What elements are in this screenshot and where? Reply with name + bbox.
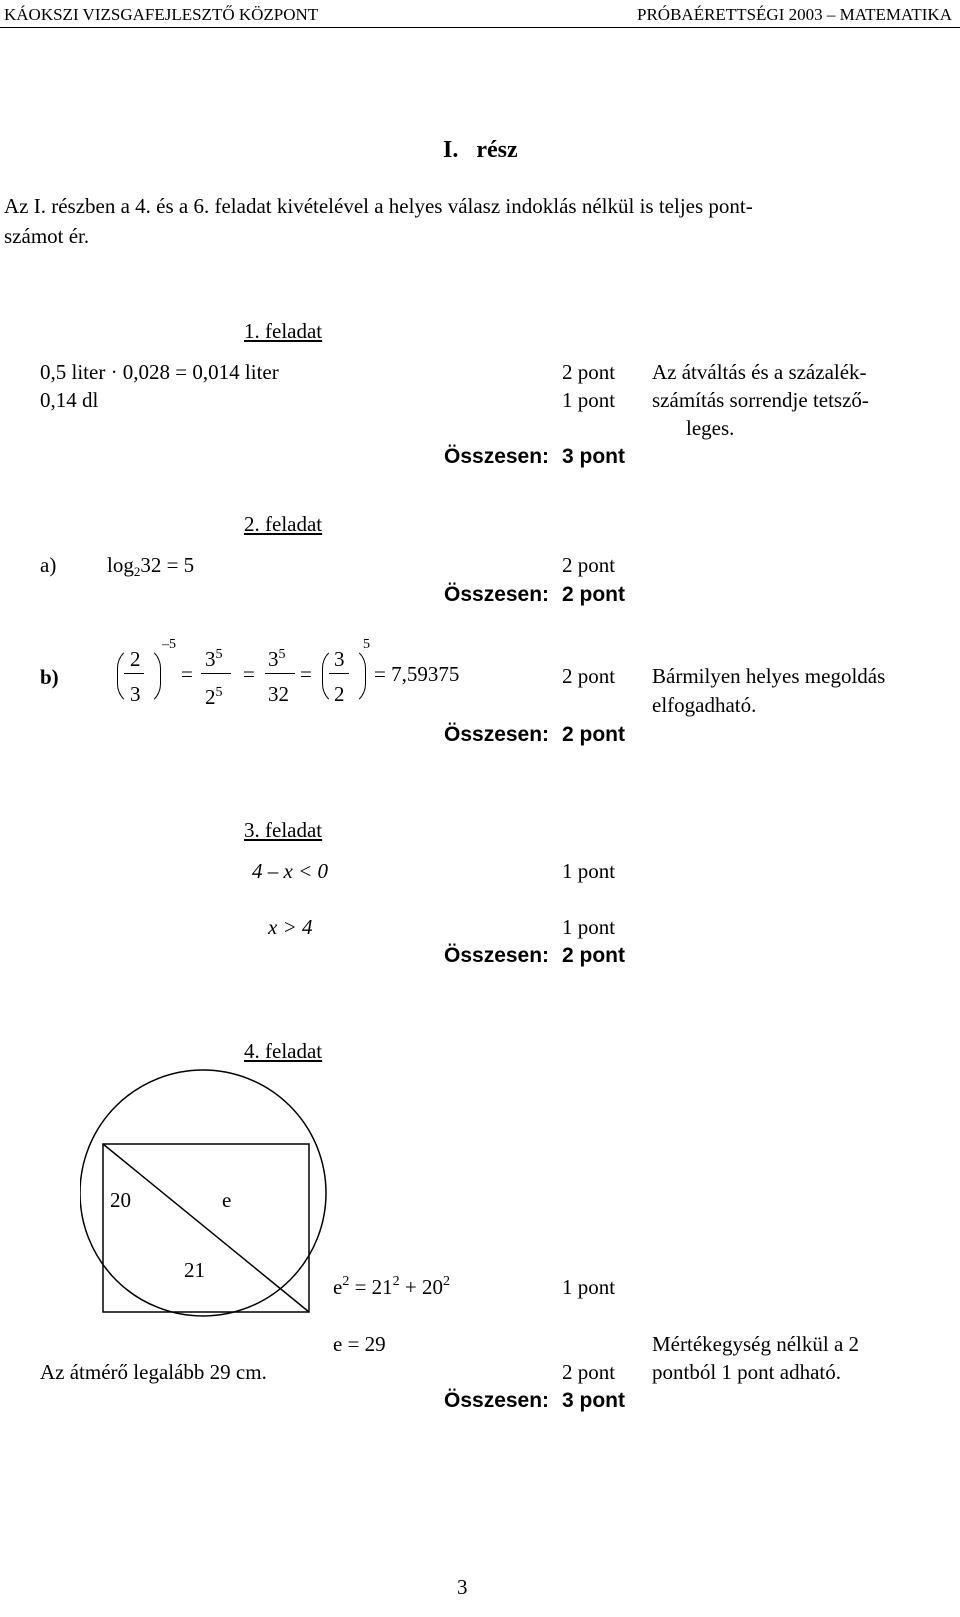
task3-title: 3. feladat: [244, 818, 323, 842]
task4-conclusion: Az átmérő legalább 29 cm.: [40, 1360, 267, 1384]
diagonal: [103, 1144, 309, 1312]
task3-row2: x > 4: [268, 915, 313, 939]
log-text: log: [107, 553, 134, 577]
task3-row1-points: 1 pont: [562, 859, 616, 883]
frac1-numerator: 2: [130, 647, 141, 671]
frac3-numerator: $3^5$: [268, 647, 286, 671]
label-diagonal-e: e: [222, 1188, 232, 1212]
result: = 7,59375: [374, 662, 460, 686]
header-right: PRÓBAÉRETTSÉGI 2003 – MATEMATIKA: [637, 5, 952, 24]
task4-eq2-points: 2 pont: [562, 1360, 616, 1384]
task2-title: 2. feladat: [244, 512, 323, 536]
header-rule: [0, 27, 960, 28]
label-side-20: 20: [110, 1188, 131, 1212]
frac2-line: [201, 673, 231, 674]
task2b-total-points: 2 pont: [562, 723, 625, 746]
task3-row2-points: 1 pont: [562, 915, 616, 939]
exponent-neg5: –5: [162, 637, 176, 652]
frac4-denominator: 2: [334, 682, 345, 706]
right-paren: [343, 646, 366, 706]
label-bottom-21: 21: [184, 1258, 205, 1282]
task4-total-label: Összesen:: [444, 1389, 550, 1412]
task4-equation2: e = 29: [333, 1332, 386, 1356]
page-number: 3: [457, 1575, 468, 1599]
log-base: 2: [133, 564, 141, 579]
task1-note-line3: leges.: [686, 416, 735, 440]
frac1-denominator: 3: [130, 682, 141, 706]
task2a-total-points: 2 pont: [562, 583, 625, 606]
task1-row1: 0,5 liter · 0,028 = 0,014 liter: [40, 360, 279, 384]
task1-total-label: Összesen:: [444, 445, 550, 468]
task4-eq1-points: 1 pont: [562, 1275, 616, 1299]
header-left: KÁOKSZI VIZSGAFEJLESZTŐ KÖZPONT: [4, 5, 319, 24]
task4-note-line1: Mértékegység nélkül a 2: [652, 1332, 860, 1356]
task3-total-points: 2 pont: [562, 944, 625, 967]
task4-total-points: 3 pont: [562, 1389, 625, 1412]
frac4-numerator: 3: [334, 647, 345, 671]
task4-equation1: $e^2 = 21^2 + 20^2$: [333, 1274, 451, 1299]
log-rest: 32 = 5: [140, 553, 195, 577]
task4-title: 4. feladat: [244, 1039, 323, 1063]
equals-sign: =: [243, 662, 255, 686]
task2b-label: b): [40, 665, 59, 689]
intro-line2: számot ér.: [4, 224, 90, 248]
frac2-numerator: $3^5$: [205, 647, 223, 671]
part-title: I. rész: [443, 137, 518, 163]
task2a-expression: [107, 553, 195, 579]
task2a-points: 2 pont: [562, 553, 616, 577]
task2b-note-line2: elfogadható.: [652, 693, 757, 717]
task3-total-label: Összesen:: [444, 944, 550, 967]
equals-sign: =: [300, 662, 312, 686]
task2a-total-label: Összesen:: [444, 583, 550, 606]
frac2-denominator: $2^5$: [205, 685, 223, 709]
frac3-line: [265, 673, 295, 674]
task1-row1-points: 2 pont: [562, 360, 616, 384]
intro-line1: Az I. részben a 4. és a 6. feladat kivételével a helyes válasz indoklás nélkül is teljes pont-: [4, 194, 753, 218]
task2a-label: a): [40, 553, 57, 577]
task2b-points: 2 pont: [562, 664, 616, 688]
task2b-note-line1: Bármilyen helyes megoldás: [652, 664, 886, 688]
task1-note-line2: számítás sorrendje tetsző-: [652, 388, 869, 412]
task1-row2-points: 1 pont: [562, 388, 616, 412]
task2b-total-label: Összesen:: [444, 723, 550, 746]
task1-note-line1: Az átváltás és a százalék-: [652, 360, 867, 384]
task1-title: 1. feladat: [244, 319, 323, 343]
equals-sign: =: [181, 662, 193, 686]
task3-row1: 4 – x < 0: [252, 859, 328, 883]
exponent-5: 5: [363, 637, 370, 652]
task1-total-points: 3 pont: [562, 445, 625, 468]
frac3-denominator: 32: [268, 682, 289, 706]
task1-row2: 0,14 dl: [40, 388, 99, 412]
right-paren: [138, 646, 161, 706]
task4-note-line2: pontból 1 pont adható.: [652, 1360, 841, 1384]
